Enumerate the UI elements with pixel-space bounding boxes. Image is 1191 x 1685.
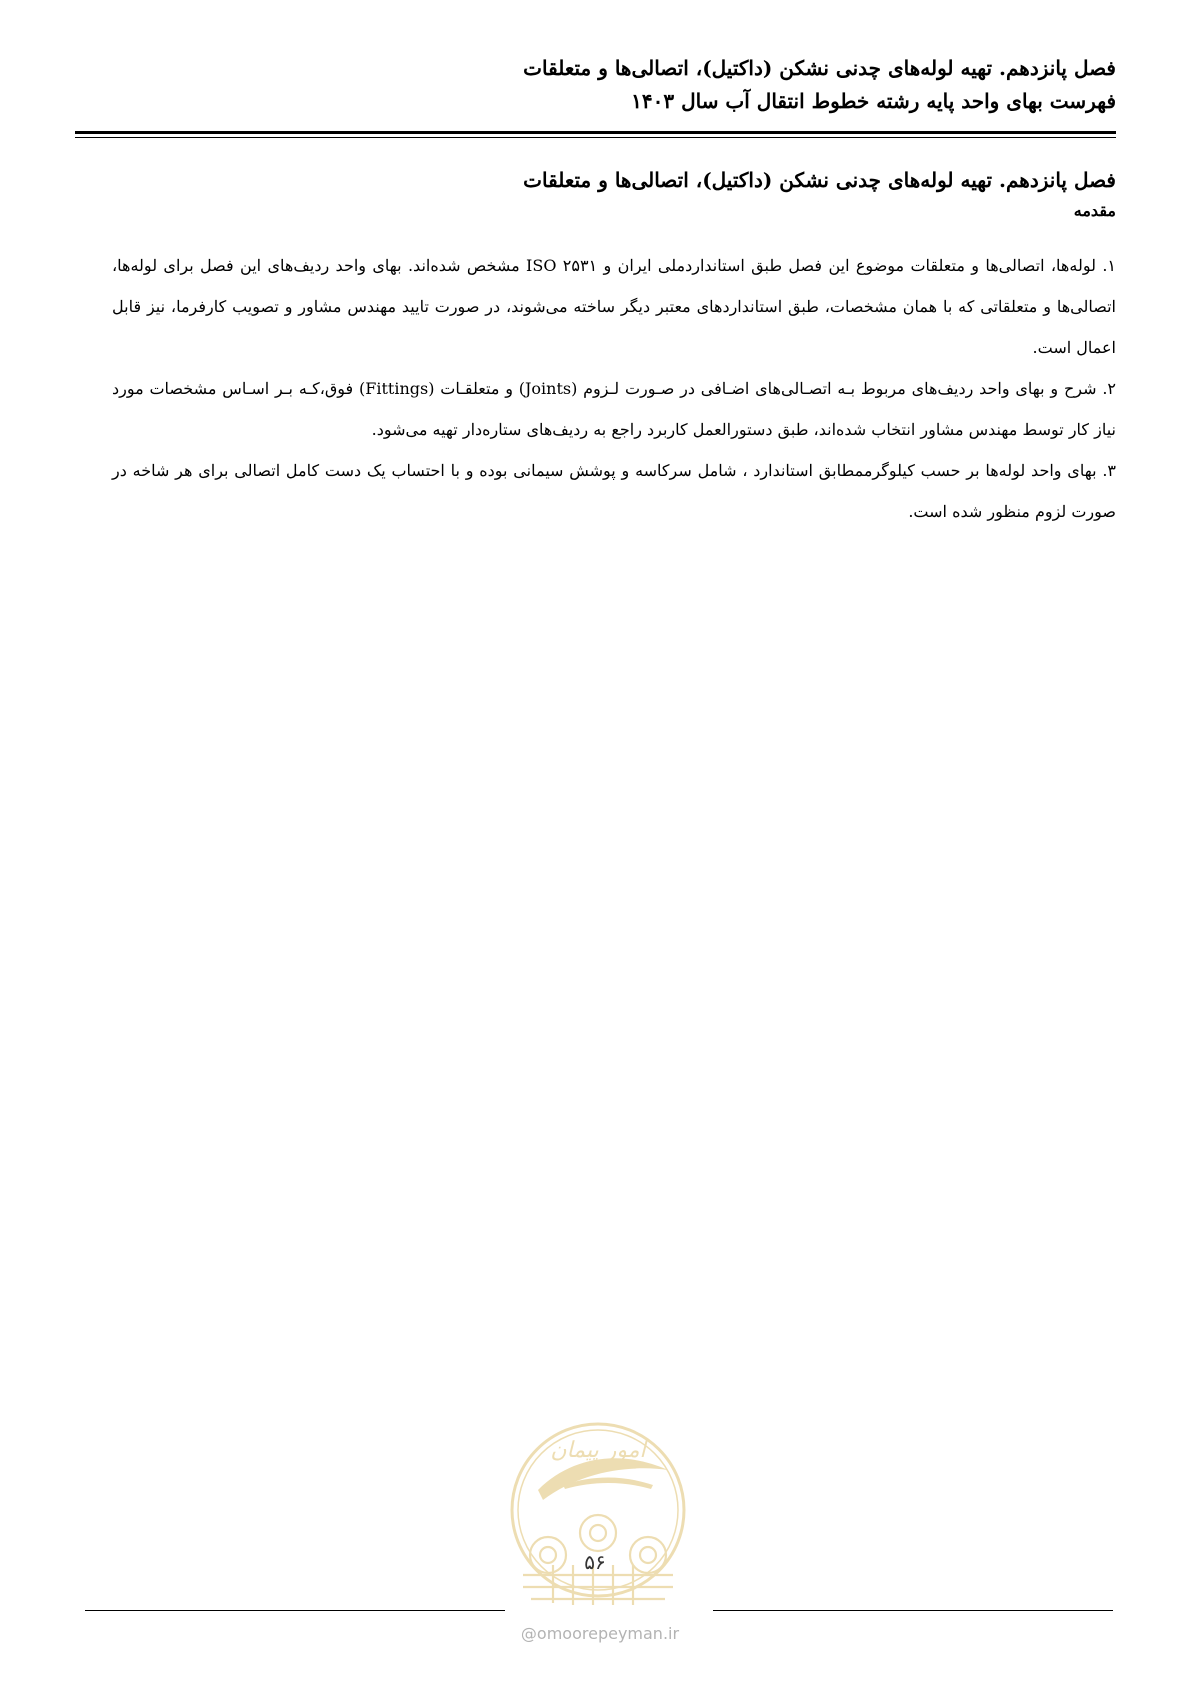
paragraph-3: ۳. بهای واحد لوله‌ها بر حسب کیلوگرممطابق استاندارد ، شامل سرکاسه و پوشش سیمانی بوده و با احتساب یک دست کامل اتصالی برای هر شاخه در صورت لزوم منظور شده است. bbox=[112, 461, 1116, 521]
page-number: ۵۶ bbox=[584, 1550, 606, 1574]
watermark-url: @omoorepeyman.ir bbox=[520, 1624, 680, 1643]
paragraph-2: ۲. شرح و بهای واحد ردیف‌های مربوط بـه اتصـالی‌های اضـافی در صـورت لـزوم (Joints) و متعلقـات (Fittings) فوق،کـه بـر اسـاس مشخصات مورد نیاز کار توسط مهندس مشاور انتخاب شده‌اند، طبق دستورالعمل کاربرد راجع به ردیف‌های ستاره‌دار تهیه می‌شود. bbox=[112, 379, 1117, 439]
footer-rule-right bbox=[713, 1610, 1113, 1611]
paragraph-1: ۱. لوله‌ها، اتصالی‌ها و متعلقات موضوع این فصل طبق استانداردملی ایران و ISO ۲۵۳۱ مشخص شده‌اند. بهای واحد ردیف‌های این فصل برای لوله‌ها، اتصالی‌ها و متعلقاتی که با همان مشخصات، طبق استانداردهای معتبر دیگر ساخته می‌شوند، در صورت تایید مهندس مشاور و تصویب کارفرما، نیز قابل اعمال است. bbox=[112, 256, 1117, 357]
section-title: مقدمه bbox=[1073, 201, 1116, 220]
watermark-logo-text: امور پیمان bbox=[550, 1438, 646, 1463]
header-rule-thin bbox=[75, 137, 1116, 138]
footer-rule-left bbox=[85, 1610, 505, 1611]
watermark-logo bbox=[503, 1415, 693, 1615]
header-chapter-title: فصل پانزدهم. تهیه لوله‌های چدنی نشکن (داکتیل)، اتصالی‌ها و متعلقات bbox=[523, 56, 1116, 80]
chapter-title: فصل پانزدهم. تهیه لوله‌های چدنی نشکن (داکتیل)، اتصالی‌ها و متعلقات bbox=[523, 168, 1116, 192]
header-document-title: فهرست بهای واحد پایه رشته خطوط انتقال آب سال ۱۴۰۳ bbox=[631, 89, 1116, 113]
running-header bbox=[75, 52, 1116, 118]
header-rule-thick bbox=[75, 131, 1116, 134]
main-content bbox=[112, 163, 1116, 532]
